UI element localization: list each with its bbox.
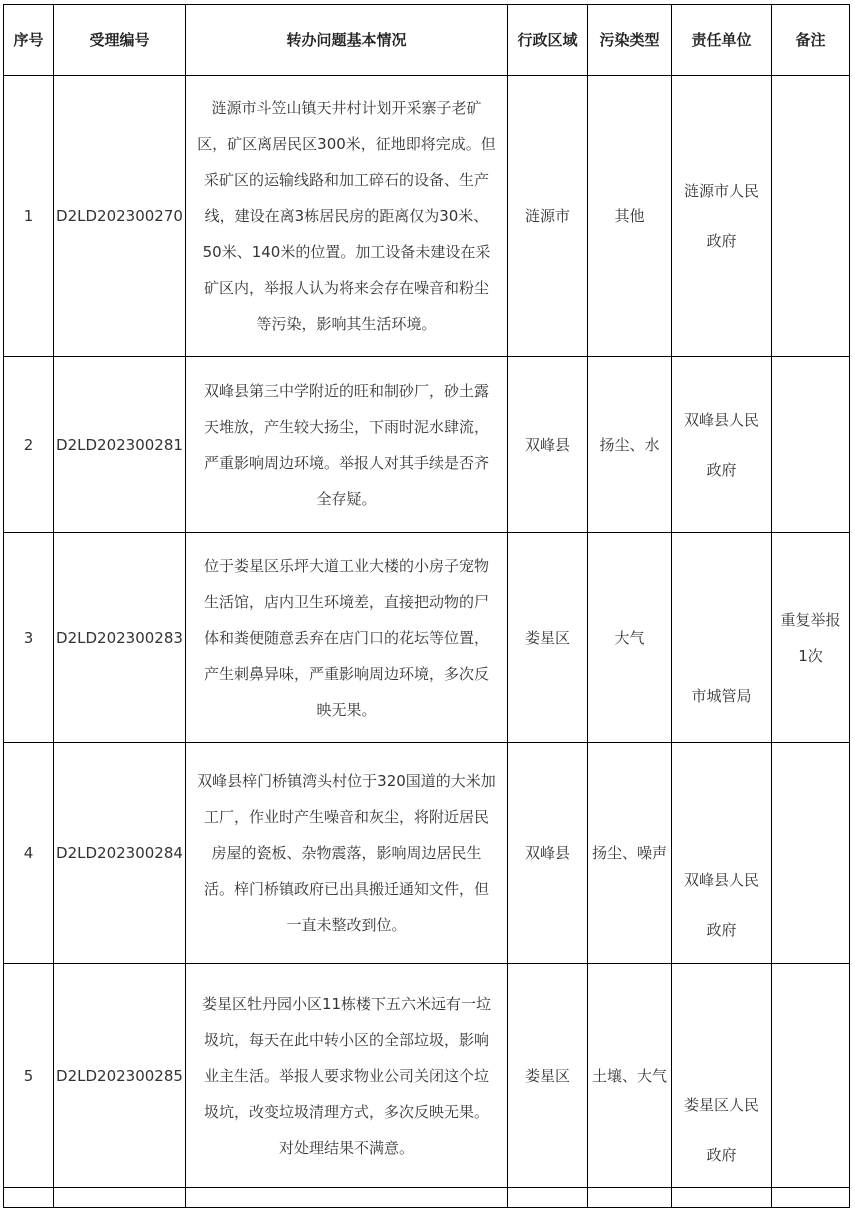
desc-line: 对处理结果不满意。	[278, 1138, 414, 1157]
cell-unit	[672, 743, 772, 964]
empty-cell	[4, 1188, 54, 1208]
empty-cell	[672, 1188, 772, 1208]
cell-desc	[186, 357, 508, 533]
cell-desc	[186, 76, 508, 357]
desc-line: 50米、140米的位置。加工设备未建设在采	[202, 243, 491, 261]
unit-line: 涟源市人民	[683, 182, 759, 200]
desc-line: 圾坑，每天在此中转小区的全部垃圾，影响	[203, 1030, 489, 1049]
desc-line: 业主生活。举报人要求物业公司关闭这个垃	[203, 1066, 489, 1085]
cell-unit	[672, 357, 772, 533]
header-note: 备注	[772, 5, 850, 76]
empty-cell	[588, 1188, 672, 1208]
cell-note	[772, 964, 850, 1188]
unit-line: 政府	[706, 921, 737, 939]
unit-line: 双峰县人民	[683, 871, 759, 889]
header-region: 行政区域	[508, 5, 588, 76]
desc-line: 房屋的瓷板、杂物震落，影响周边居民生	[211, 844, 482, 862]
cell-seq: 2	[4, 357, 54, 533]
note-line: 1次	[798, 646, 823, 665]
cell-pollution: 扬尘、水	[588, 357, 672, 533]
cell-region: 双峰县	[508, 357, 588, 533]
unit-line: 政府	[706, 232, 737, 250]
header-desc: 转办问题基本情况	[186, 5, 508, 76]
desc-line: 体和粪便随意丢弃在店门口的花坛等位置，	[203, 628, 489, 647]
desc-line: 双峰县梓门桥镇湾头村位于320国道的大米加	[197, 772, 496, 790]
cell-note	[772, 743, 850, 964]
cell-pollution: 扬尘、噪声	[588, 743, 672, 964]
unit-line: 娄星区人民	[683, 1095, 759, 1114]
cell-seq: 1	[4, 76, 54, 357]
desc-line: 活。梓门桥镇政府已出具搬迁通知文件，但	[203, 880, 489, 898]
cell-seq: 4	[4, 743, 54, 964]
unit-line: 市城管局	[691, 686, 752, 705]
empty-cell	[186, 1188, 508, 1208]
cell-desc	[186, 743, 508, 964]
desc-line: 位于娄星区乐坪大道工业大楼的小房子宠物	[203, 556, 489, 575]
unit-line: 双峰县人民	[683, 410, 759, 429]
cell-desc	[186, 964, 508, 1188]
cell-seq: 3	[4, 533, 54, 743]
table-row	[4, 76, 850, 357]
cell-region: 娄星区	[508, 533, 588, 743]
cell-id: D2LD202300284	[54, 743, 186, 964]
desc-line: 区，矿区离居民区300米，征地即将完成。但	[197, 135, 496, 153]
desc-line: 产生刺鼻异味，严重影响周边环境，多次反	[203, 664, 489, 683]
note-line: 重复举报	[780, 610, 841, 629]
cell-note	[772, 357, 850, 533]
empty-cell	[772, 1188, 850, 1208]
header-unit: 责任单位	[672, 5, 772, 76]
desc-line: 双峰县第三中学附近的旺和制砂厂，砂土露	[203, 381, 489, 400]
cell-region: 娄星区	[508, 964, 588, 1188]
table-row	[4, 1188, 850, 1208]
desc-line: 圾坑，改变垃圾清理方式，多次反映无果。	[203, 1102, 489, 1121]
unit-line: 政府	[706, 460, 737, 479]
desc-line: 线，建设在离3栋居民房的距离仅为30米、	[204, 207, 489, 225]
cell-note	[772, 533, 850, 743]
desc-line: 矿区内，举报人认为将来会存在噪音和粉尘	[203, 279, 489, 297]
header-seq: 序号	[4, 5, 54, 76]
desc-line: 全存疑。	[316, 489, 377, 508]
cell-desc	[186, 533, 508, 743]
table-row	[4, 357, 850, 533]
table-row	[4, 743, 850, 964]
desc-line: 涟源市斗笠山镇天井村计划开采寨子老矿	[211, 99, 482, 117]
cell-seq: 5	[4, 964, 54, 1188]
desc-line: 娄星区牡丹园小区11栋楼下五六米远有一垃	[201, 994, 492, 1013]
cell-unit	[672, 964, 772, 1188]
cell-pollution: 大气	[588, 533, 672, 743]
desc-line: 映无果。	[316, 700, 377, 719]
table-row	[4, 533, 850, 743]
cell-unit	[672, 533, 772, 743]
desc-line: 等污染，影响其生活环境。	[256, 315, 437, 333]
complaints-table	[3, 4, 850, 1208]
desc-line: 工厂，作业时产生噪音和灰尘，将附近居民	[203, 808, 489, 826]
cell-id: D2LD202300270	[54, 76, 186, 357]
desc-line: 天堆放，产生较大扬尘，下雨时泥水肆流，	[203, 417, 489, 436]
cell-id: D2LD202300285	[54, 964, 186, 1188]
cell-unit	[672, 76, 772, 357]
cell-id: D2LD202300283	[54, 533, 186, 743]
desc-line: 一直未整改到位。	[286, 916, 407, 934]
cell-id: D2LD202300281	[54, 357, 186, 533]
desc-line: 生活馆，店内卫生环境差，直接把动物的尸	[203, 592, 489, 611]
empty-cell	[54, 1188, 186, 1208]
header-row	[4, 5, 850, 76]
desc-line: 严重影响周边环境。举报人对其手续是否齐	[203, 453, 489, 472]
cell-pollution: 土壤、大气	[588, 964, 672, 1188]
cell-region: 涟源市	[508, 76, 588, 357]
header-id: 受理编号	[54, 5, 186, 76]
empty-cell	[508, 1188, 588, 1208]
cell-pollution: 其他	[588, 76, 672, 357]
desc-line: 采矿区的运输线路和加工碎石的设备、生产	[203, 171, 489, 189]
unit-line: 政府	[706, 1145, 737, 1164]
cell-region: 双峰县	[508, 743, 588, 964]
cell-note	[772, 76, 850, 357]
header-pollution: 污染类型	[588, 5, 672, 76]
table-row	[4, 964, 850, 1188]
